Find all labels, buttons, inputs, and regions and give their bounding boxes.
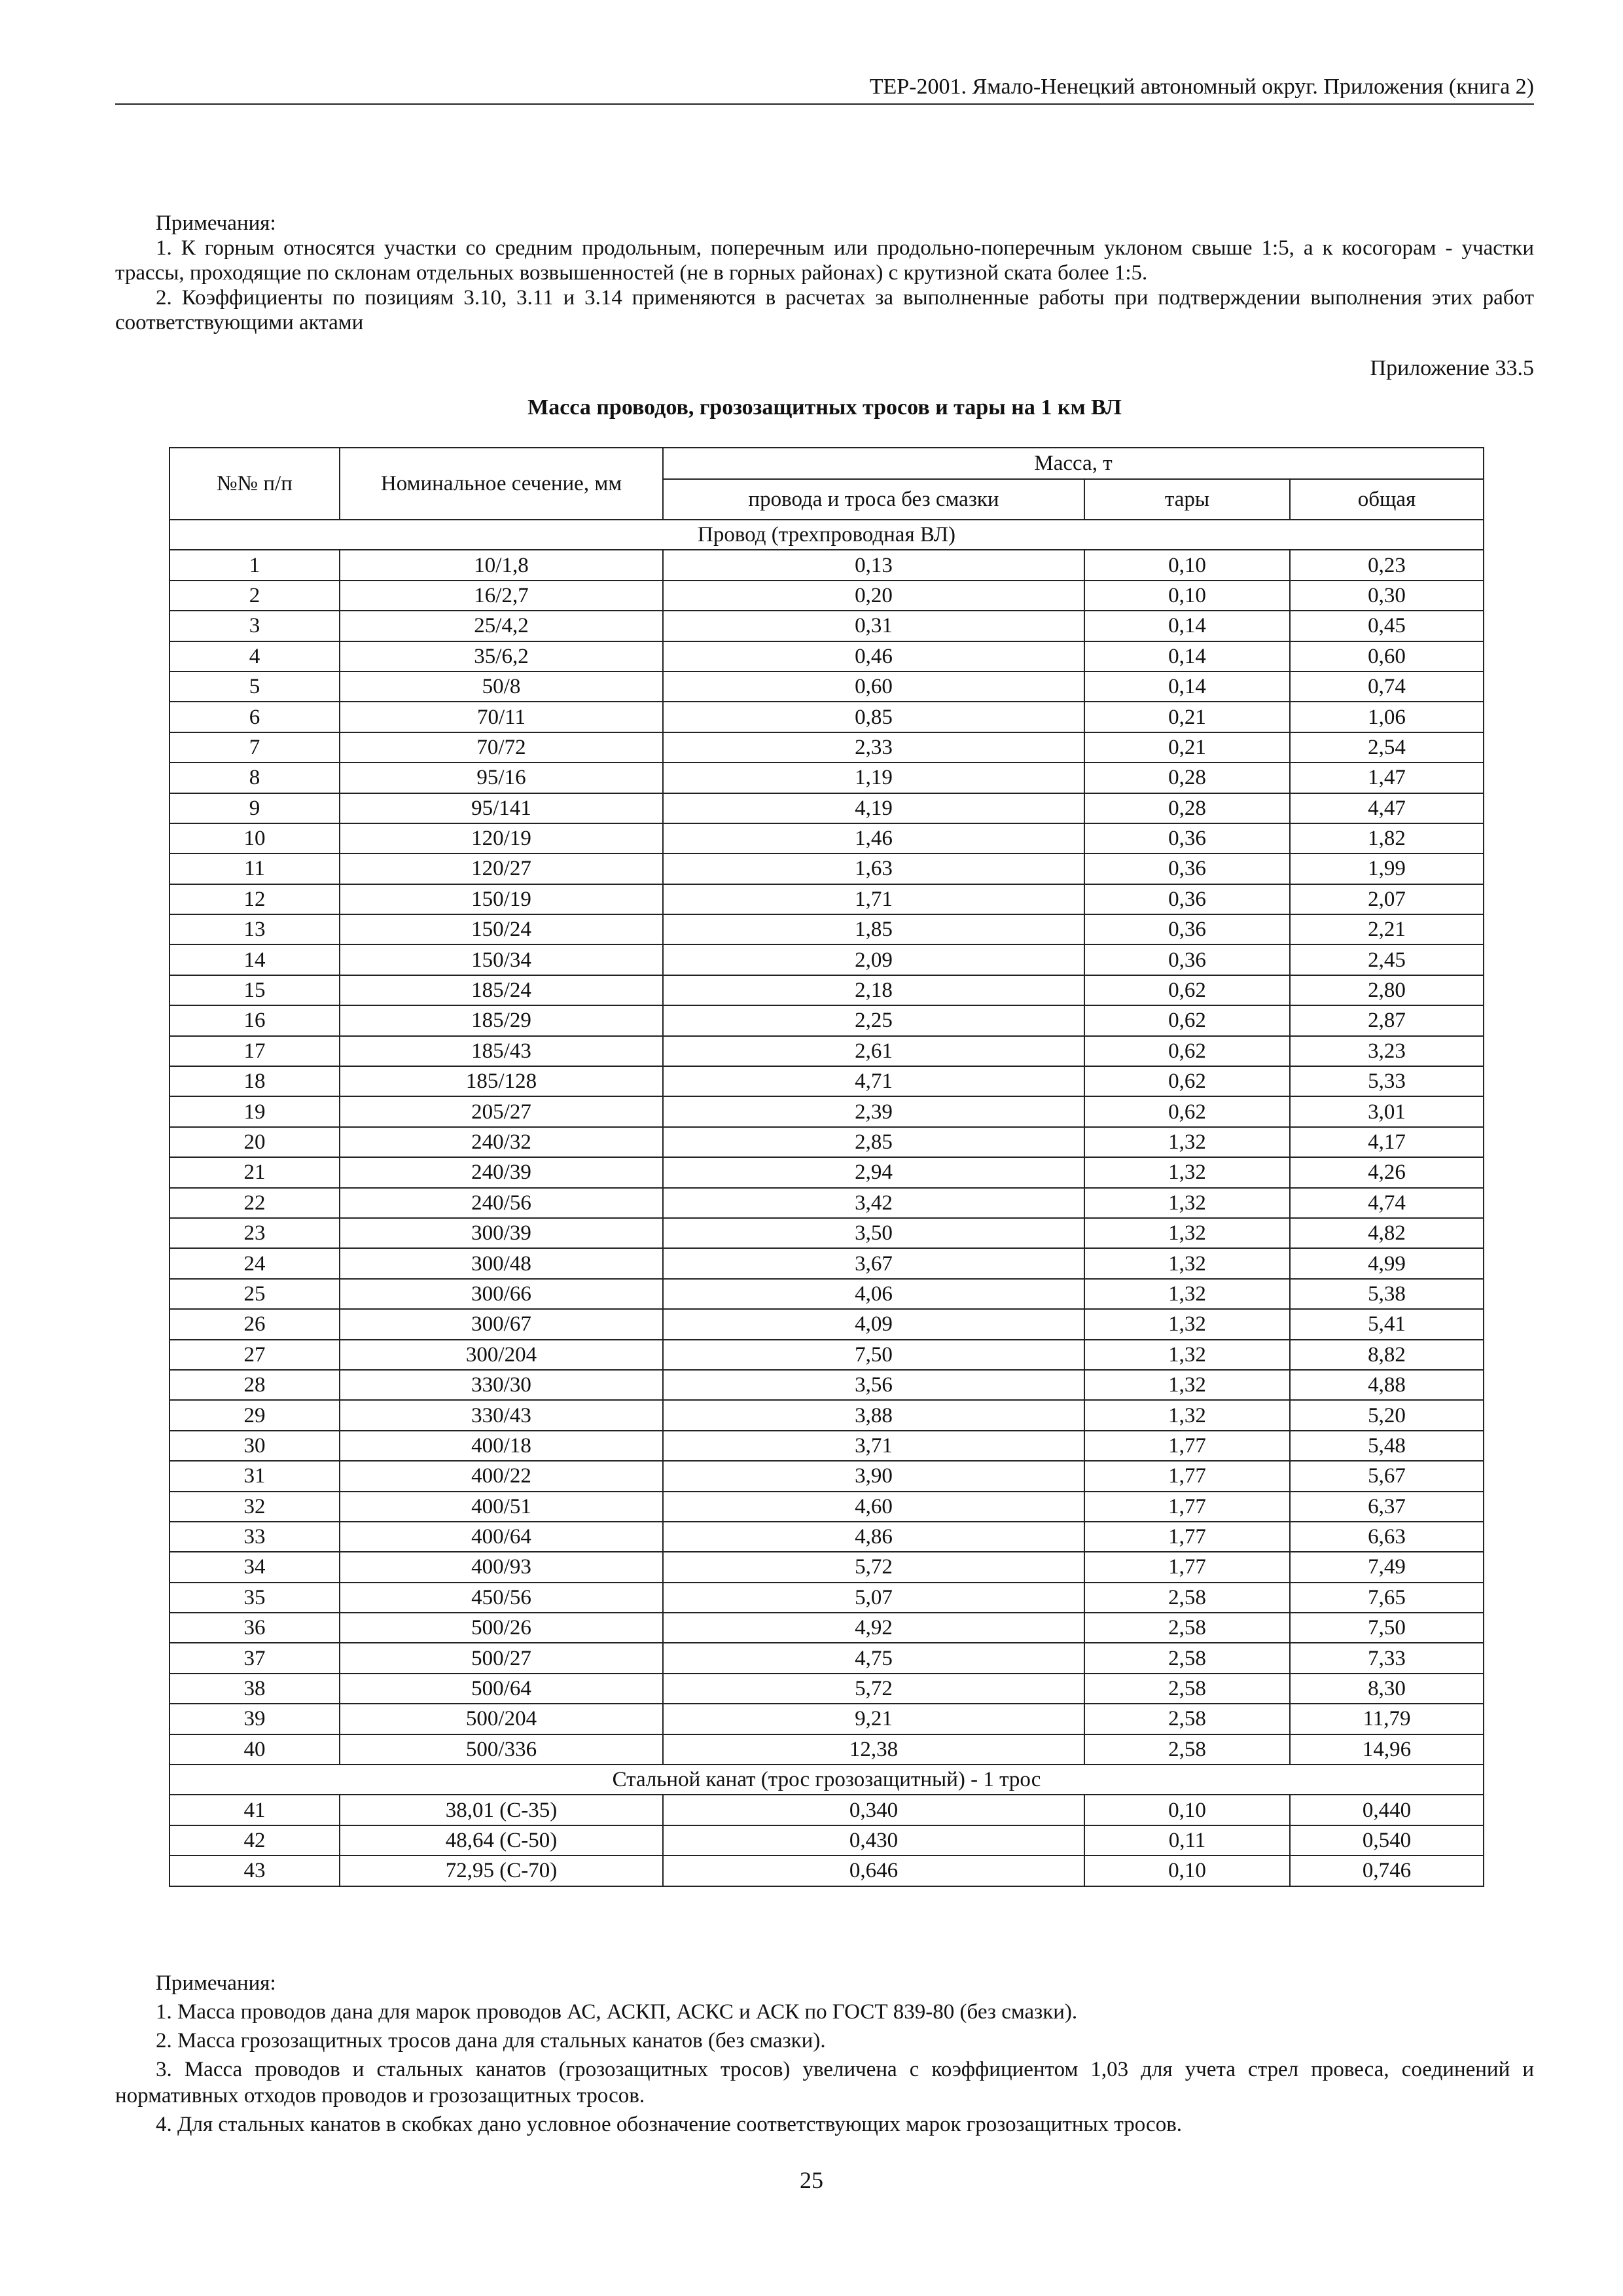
table-row	[169, 732, 1484, 762]
notes-bottom-item: 4. Для стальных канатов в скобках дано условное обозначение соответствующих марок грозозащитных тросов.	[156, 2113, 1183, 2136]
cell-num: 15	[169, 975, 340, 1005]
table-row	[169, 1340, 1484, 1370]
cell-section: 150/34	[340, 944, 663, 975]
cell-tare-mass: 2,58	[1084, 1583, 1290, 1613]
cell-tare-mass: 1,32	[1084, 1370, 1290, 1400]
cell-wire-mass: 4,09	[663, 1309, 1084, 1339]
cell-total-mass: 0,74	[1290, 672, 1484, 702]
page-number: 25	[800, 2167, 823, 2193]
cell-wire-mass: 4,75	[663, 1643, 1084, 1673]
cell-tare-mass: 0,28	[1084, 762, 1290, 793]
cell-num: 7	[169, 732, 340, 762]
table-title: Масса проводов, грозозащитных тросов и тары на 1 км ВЛ	[527, 395, 1122, 420]
cell-wire-mass: 3,90	[663, 1461, 1084, 1491]
cell-section: 95/16	[340, 762, 663, 793]
cell-num: 22	[169, 1188, 340, 1218]
table-row	[169, 581, 1484, 611]
cell-section: 16/2,7	[340, 581, 663, 611]
header-mass-group: Масса, т	[663, 448, 1484, 479]
cell-section: 300/48	[340, 1248, 663, 1278]
cell-wire-mass: 0,46	[663, 641, 1084, 672]
cell-num: 39	[169, 1704, 340, 1734]
cell-total-mass: 7,50	[1290, 1613, 1484, 1643]
header-section: Номинальное сечение, мм	[340, 448, 663, 520]
table-row	[169, 944, 1484, 975]
notes-bottom-heading: Примечания:	[156, 1971, 276, 1995]
cell-num: 5	[169, 672, 340, 702]
cell-section: 120/19	[340, 823, 663, 853]
cell-tare-mass: 2,58	[1084, 1734, 1290, 1765]
cell-wire-mass: 4,86	[663, 1522, 1084, 1552]
cell-tare-mass: 2,58	[1084, 1613, 1290, 1643]
cell-wire-mass: 3,71	[663, 1431, 1084, 1461]
table-row	[169, 641, 1484, 672]
cell-section: 400/18	[340, 1431, 663, 1461]
cell-section: 400/22	[340, 1461, 663, 1491]
cell-section: 300/39	[340, 1218, 663, 1248]
cell-num: 23	[169, 1218, 340, 1248]
cell-section: 450/56	[340, 1583, 663, 1613]
table-row	[169, 1613, 1484, 1643]
cell-wire-mass: 4,06	[663, 1279, 1084, 1309]
cell-num: 43	[169, 1856, 340, 1886]
group-title: Провод (трехпроводная ВЛ)	[169, 520, 1484, 550]
cell-total-mass: 4,88	[1290, 1370, 1484, 1400]
cell-section: 500/27	[340, 1643, 663, 1673]
cell-num: 41	[169, 1795, 340, 1825]
cell-wire-mass: 1,85	[663, 914, 1084, 944]
cell-tare-mass: 1,32	[1084, 1309, 1290, 1339]
cell-num: 34	[169, 1552, 340, 1582]
cell-tare-mass: 1,32	[1084, 1127, 1290, 1157]
cell-section: 150/24	[340, 914, 663, 944]
cell-total-mass: 0,540	[1290, 1825, 1484, 1856]
cell-total-mass: 0,45	[1290, 611, 1484, 641]
cell-num: 14	[169, 944, 340, 975]
cell-wire-mass: 7,50	[663, 1340, 1084, 1370]
cell-section: 240/32	[340, 1127, 663, 1157]
cell-num: 10	[169, 823, 340, 853]
cell-wire-mass: 3,50	[663, 1218, 1084, 1248]
cell-wire-mass: 0,646	[663, 1856, 1084, 1886]
table-row	[169, 1734, 1484, 1765]
cell-section: 500/336	[340, 1734, 663, 1765]
cell-tare-mass: 1,32	[1084, 1400, 1290, 1430]
cell-tare-mass: 0,62	[1084, 1066, 1290, 1096]
table-row	[169, 1674, 1484, 1704]
cell-total-mass: 2,45	[1290, 944, 1484, 975]
group-row	[169, 1765, 1484, 1795]
cell-wire-mass: 2,61	[663, 1036, 1084, 1066]
running-title: ТЕР-2001. Ямало-Ненецкий автономный округ. Приложения (книга 2)	[869, 75, 1534, 99]
notes-bottom	[115, 1970, 1534, 2140]
cell-total-mass: 2,80	[1290, 975, 1484, 1005]
cell-wire-mass: 5,07	[663, 1583, 1084, 1613]
header-wire: провода и троса без смазки	[663, 479, 1084, 520]
cell-tare-mass: 0,62	[1084, 1005, 1290, 1035]
cell-total-mass: 7,49	[1290, 1552, 1484, 1582]
cell-tare-mass: 1,77	[1084, 1492, 1290, 1522]
table-row	[169, 1218, 1484, 1248]
cell-total-mass: 6,37	[1290, 1492, 1484, 1522]
cell-num: 2	[169, 581, 340, 611]
cell-tare-mass: 0,10	[1084, 1795, 1290, 1825]
cell-section: 35/6,2	[340, 641, 663, 672]
cell-tare-mass: 1,32	[1084, 1157, 1290, 1187]
cell-section: 25/4,2	[340, 611, 663, 641]
cell-wire-mass: 4,19	[663, 793, 1084, 823]
cell-tare-mass: 2,58	[1084, 1674, 1290, 1704]
cell-section: 10/1,8	[340, 550, 663, 580]
cell-total-mass: 3,01	[1290, 1096, 1484, 1126]
cell-section: 70/72	[340, 732, 663, 762]
cell-tare-mass: 0,28	[1084, 793, 1290, 823]
table-row	[169, 611, 1484, 641]
cell-tare-mass: 0,36	[1084, 823, 1290, 853]
table-row	[169, 1096, 1484, 1126]
cell-section: 185/29	[340, 1005, 663, 1035]
cell-wire-mass: 12,38	[663, 1734, 1084, 1765]
cell-tare-mass: 1,32	[1084, 1248, 1290, 1278]
cell-wire-mass: 0,20	[663, 581, 1084, 611]
cell-num: 26	[169, 1309, 340, 1339]
cell-section: 500/64	[340, 1674, 663, 1704]
cell-num: 42	[169, 1825, 340, 1856]
table-row	[169, 823, 1484, 853]
notes-top-heading: Примечания:	[156, 211, 276, 235]
cell-wire-mass: 2,25	[663, 1005, 1084, 1035]
cell-section: 400/64	[340, 1522, 663, 1552]
cell-tare-mass: 1,32	[1084, 1279, 1290, 1309]
cell-tare-mass: 0,14	[1084, 672, 1290, 702]
notes-bottom-item: 2. Масса грозозащитных тросов дана для стальных канатов (без смазки).	[156, 2029, 826, 2053]
cell-section: 300/66	[340, 1279, 663, 1309]
cell-num: 32	[169, 1492, 340, 1522]
cell-tare-mass: 1,32	[1084, 1218, 1290, 1248]
cell-tare-mass: 1,77	[1084, 1431, 1290, 1461]
cell-num: 12	[169, 884, 340, 914]
table-row	[169, 1522, 1484, 1552]
cell-wire-mass: 4,60	[663, 1492, 1084, 1522]
cell-num: 8	[169, 762, 340, 793]
cell-section: 95/141	[340, 793, 663, 823]
appendix-label: Приложение 33.5	[1370, 356, 1534, 380]
cell-total-mass: 5,38	[1290, 1279, 1484, 1309]
cell-total-mass: 5,20	[1290, 1400, 1484, 1430]
table-row	[169, 1583, 1484, 1613]
cell-num: 33	[169, 1522, 340, 1552]
cell-num: 35	[169, 1583, 340, 1613]
cell-total-mass: 4,74	[1290, 1188, 1484, 1218]
table-row	[169, 1856, 1484, 1886]
table-row	[169, 1400, 1484, 1430]
cell-tare-mass: 0,10	[1084, 1856, 1290, 1886]
table-row	[169, 884, 1484, 914]
cell-total-mass: 7,65	[1290, 1583, 1484, 1613]
cell-tare-mass: 1,77	[1084, 1522, 1290, 1552]
table-row	[169, 1005, 1484, 1035]
cell-num: 9	[169, 793, 340, 823]
cell-total-mass: 4,26	[1290, 1157, 1484, 1187]
cell-tare-mass: 1,32	[1084, 1188, 1290, 1218]
cell-tare-mass: 2,58	[1084, 1704, 1290, 1734]
table-row	[169, 1643, 1484, 1673]
cell-total-mass: 8,30	[1290, 1674, 1484, 1704]
cell-wire-mass: 0,430	[663, 1825, 1084, 1856]
cell-total-mass: 3,23	[1290, 1036, 1484, 1066]
mass-table	[169, 447, 1484, 1887]
header-num: №№ п/п	[169, 448, 340, 520]
cell-tare-mass: 0,36	[1084, 914, 1290, 944]
cell-tare-mass: 1,32	[1084, 1340, 1290, 1370]
cell-section: 185/43	[340, 1036, 663, 1066]
group-row	[169, 520, 1484, 550]
cell-num: 16	[169, 1005, 340, 1035]
table-row	[169, 1704, 1484, 1734]
cell-wire-mass: 1,19	[663, 762, 1084, 793]
table-row	[169, 702, 1484, 732]
table-row	[169, 1552, 1484, 1582]
cell-section: 240/56	[340, 1188, 663, 1218]
table-row	[169, 672, 1484, 702]
cell-wire-mass: 9,21	[663, 1704, 1084, 1734]
cell-num: 6	[169, 702, 340, 732]
cell-wire-mass: 3,88	[663, 1400, 1084, 1430]
cell-total-mass: 5,48	[1290, 1431, 1484, 1461]
cell-total-mass: 11,79	[1290, 1704, 1484, 1734]
cell-total-mass: 14,96	[1290, 1734, 1484, 1765]
table-row	[169, 1370, 1484, 1400]
cell-wire-mass: 2,85	[663, 1127, 1084, 1157]
cell-total-mass: 5,41	[1290, 1309, 1484, 1339]
cell-num: 37	[169, 1643, 340, 1673]
table-row	[169, 1279, 1484, 1309]
cell-num: 30	[169, 1431, 340, 1461]
running-header	[115, 73, 1534, 105]
cell-num: 38	[169, 1674, 340, 1704]
cell-total-mass: 1,47	[1290, 762, 1484, 793]
cell-wire-mass: 1,63	[663, 853, 1084, 884]
table-row	[169, 975, 1484, 1005]
cell-num: 28	[169, 1370, 340, 1400]
cell-num: 29	[169, 1400, 340, 1430]
cell-total-mass: 4,17	[1290, 1127, 1484, 1157]
cell-section: 300/67	[340, 1309, 663, 1339]
cell-section: 70/11	[340, 702, 663, 732]
cell-total-mass: 0,440	[1290, 1795, 1484, 1825]
cell-num: 20	[169, 1127, 340, 1157]
cell-wire-mass: 1,71	[663, 884, 1084, 914]
cell-wire-mass: 2,94	[663, 1157, 1084, 1187]
table-row	[169, 1248, 1484, 1278]
cell-tare-mass: 0,21	[1084, 702, 1290, 732]
notes-top	[115, 211, 1534, 335]
table-row	[169, 762, 1484, 793]
cell-section: 120/27	[340, 853, 663, 884]
cell-num: 18	[169, 1066, 340, 1096]
cell-num: 31	[169, 1461, 340, 1491]
cell-section: 240/39	[340, 1157, 663, 1187]
table-row	[169, 1492, 1484, 1522]
table-row	[169, 853, 1484, 884]
table-row	[169, 1431, 1484, 1461]
cell-wire-mass: 2,33	[663, 732, 1084, 762]
cell-total-mass: 0,60	[1290, 641, 1484, 672]
cell-num: 19	[169, 1096, 340, 1126]
cell-num: 4	[169, 641, 340, 672]
notes-top-item: 2. Коэффициенты по позициям 3.10, 3.11 и 3.14 применяются в расчетах за выполненные работы при подтверждении выполнения этих работ соответствующими актами	[115, 286, 1534, 334]
cell-num: 40	[169, 1734, 340, 1765]
cell-total-mass: 0,746	[1290, 1856, 1484, 1886]
notes-bottom-item: 3. Масса проводов и стальных канатов (грозозащитных тросов) увеличена с коэффициентом 1,03 для учета стрел провеса, соединений и нормативных отходов проводов и грозозащитных тросов.	[115, 2058, 1534, 2108]
cell-num: 13	[169, 914, 340, 944]
cell-tare-mass: 1,77	[1084, 1552, 1290, 1582]
cell-wire-mass: 0,31	[663, 611, 1084, 641]
cell-tare-mass: 0,10	[1084, 581, 1290, 611]
cell-wire-mass: 0,60	[663, 672, 1084, 702]
cell-total-mass: 5,67	[1290, 1461, 1484, 1491]
cell-section: 330/43	[340, 1400, 663, 1430]
cell-tare-mass: 0,62	[1084, 1036, 1290, 1066]
table-row	[169, 1309, 1484, 1339]
cell-section: 400/93	[340, 1552, 663, 1582]
cell-tare-mass: 1,77	[1084, 1461, 1290, 1491]
cell-total-mass: 4,82	[1290, 1218, 1484, 1248]
cell-total-mass: 2,21	[1290, 914, 1484, 944]
cell-wire-mass: 0,340	[663, 1795, 1084, 1825]
cell-total-mass: 0,23	[1290, 550, 1484, 580]
cell-section: 330/30	[340, 1370, 663, 1400]
cell-total-mass: 6,63	[1290, 1522, 1484, 1552]
cell-tare-mass: 0,36	[1084, 884, 1290, 914]
cell-total-mass: 4,47	[1290, 793, 1484, 823]
cell-wire-mass: 4,92	[663, 1613, 1084, 1643]
cell-section: 150/19	[340, 884, 663, 914]
table-row	[169, 1188, 1484, 1218]
cell-section: 38,01 (С-35)	[340, 1795, 663, 1825]
cell-num: 24	[169, 1248, 340, 1278]
cell-section: 185/128	[340, 1066, 663, 1096]
cell-total-mass: 1,82	[1290, 823, 1484, 853]
notes-bottom-item: 1. Масса проводов дана для марок проводов АС, АСКП, АСКС и АСК по ГОСТ 839-80 (без смазки).	[156, 2000, 1078, 2024]
cell-tare-mass: 0,10	[1084, 550, 1290, 580]
cell-wire-mass: 2,18	[663, 975, 1084, 1005]
cell-section: 500/26	[340, 1613, 663, 1643]
cell-section: 500/204	[340, 1704, 663, 1734]
cell-total-mass: 5,33	[1290, 1066, 1484, 1096]
cell-section: 205/27	[340, 1096, 663, 1126]
cell-tare-mass: 2,58	[1084, 1643, 1290, 1673]
cell-total-mass: 2,07	[1290, 884, 1484, 914]
cell-section: 72,95 (С-70)	[340, 1856, 663, 1886]
table-body	[169, 520, 1484, 1886]
cell-num: 27	[169, 1340, 340, 1370]
cell-num: 25	[169, 1279, 340, 1309]
cell-wire-mass: 0,13	[663, 550, 1084, 580]
cell-wire-mass: 4,71	[663, 1066, 1084, 1096]
cell-wire-mass: 0,85	[663, 702, 1084, 732]
cell-wire-mass: 5,72	[663, 1674, 1084, 1704]
cell-wire-mass: 2,39	[663, 1096, 1084, 1126]
table-row	[169, 1127, 1484, 1157]
cell-section: 50/8	[340, 672, 663, 702]
table-row	[169, 1461, 1484, 1491]
cell-wire-mass: 3,56	[663, 1370, 1084, 1400]
cell-num: 1	[169, 550, 340, 580]
cell-tare-mass: 0,62	[1084, 1096, 1290, 1126]
cell-total-mass: 2,54	[1290, 732, 1484, 762]
cell-section: 300/204	[340, 1340, 663, 1370]
table-head	[169, 448, 1484, 520]
cell-wire-mass: 2,09	[663, 944, 1084, 975]
cell-wire-mass: 5,72	[663, 1552, 1084, 1582]
cell-tare-mass: 0,11	[1084, 1825, 1290, 1856]
table-row	[169, 1066, 1484, 1096]
table-row	[169, 1036, 1484, 1066]
table-row	[169, 1795, 1484, 1825]
cell-num: 17	[169, 1036, 340, 1066]
cell-wire-mass: 3,42	[663, 1188, 1084, 1218]
cell-total-mass: 0,30	[1290, 581, 1484, 611]
table-row	[169, 1157, 1484, 1187]
table-row	[169, 550, 1484, 580]
group-title: Стальной канат (трос грозозащитный) - 1 трос	[169, 1765, 1484, 1795]
cell-total-mass: 1,06	[1290, 702, 1484, 732]
cell-section: 185/24	[340, 975, 663, 1005]
cell-total-mass: 1,99	[1290, 853, 1484, 884]
cell-total-mass: 7,33	[1290, 1643, 1484, 1673]
table-row	[169, 793, 1484, 823]
cell-total-mass: 4,99	[1290, 1248, 1484, 1278]
cell-section: 400/51	[340, 1492, 663, 1522]
table-row	[169, 914, 1484, 944]
cell-tare-mass: 0,14	[1084, 641, 1290, 672]
cell-total-mass: 8,82	[1290, 1340, 1484, 1370]
cell-tare-mass: 0,36	[1084, 853, 1290, 884]
table-row	[169, 1825, 1484, 1856]
cell-wire-mass: 1,46	[663, 823, 1084, 853]
cell-section: 48,64 (С-50)	[340, 1825, 663, 1856]
cell-tare-mass: 0,21	[1084, 732, 1290, 762]
cell-total-mass: 2,87	[1290, 1005, 1484, 1035]
cell-tare-mass: 0,36	[1084, 944, 1290, 975]
header-total: общая	[1290, 479, 1484, 520]
cell-num: 11	[169, 853, 340, 884]
cell-num: 36	[169, 1613, 340, 1643]
cell-wire-mass: 3,67	[663, 1248, 1084, 1278]
cell-tare-mass: 0,14	[1084, 611, 1290, 641]
header-tare: тары	[1084, 479, 1290, 520]
cell-num: 21	[169, 1157, 340, 1187]
cell-tare-mass: 0,62	[1084, 975, 1290, 1005]
notes-top-item: 1. К горным относятся участки со средним продольным, поперечным или продольно-поперечным уклоном свыше 1:5, а к косогорам - участки трассы, проходящие по склонам отдельных возвышенностей (не в горных районах) с крутизной ската более 1:5.	[115, 236, 1534, 285]
cell-num: 3	[169, 611, 340, 641]
